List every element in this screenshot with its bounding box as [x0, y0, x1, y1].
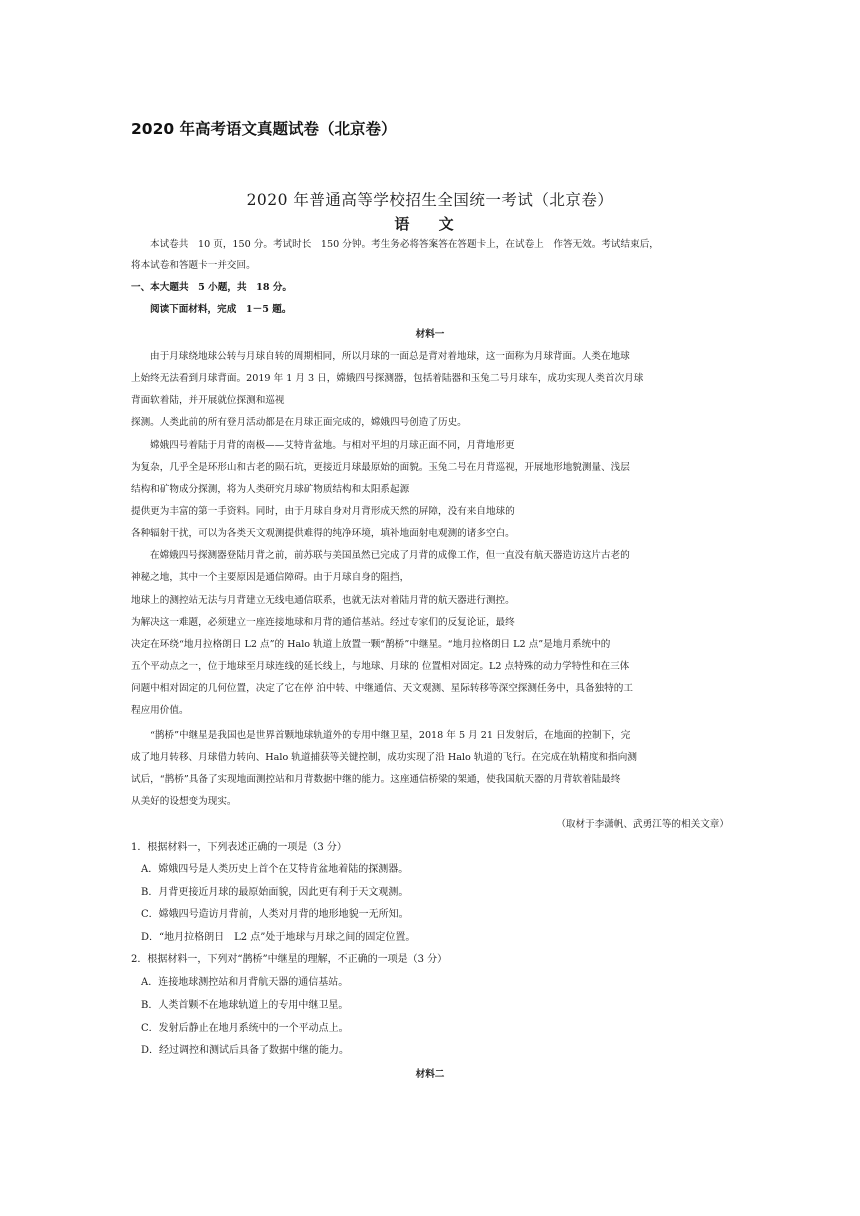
- text-line: 背面软着陆，并开展就位探测和巡视: [131, 395, 285, 406]
- answer-option: A．连接地球测控站和月背航天器的通信基站。: [141, 977, 349, 988]
- text-line: 从美好的设想变为现实。: [131, 796, 237, 807]
- text-line: 阅读下面材料，完成 1－5 题。: [150, 304, 292, 315]
- material-heading: 材料二: [415, 1069, 445, 1080]
- text-line: 成了地月转移、月球借力转向、Halo 轨道捕获等关键控制，成功实现了沿 Halo 轨道的飞行。在完成在轨精度和指向测: [131, 752, 637, 763]
- question-text: 2．根据材料一，下列对“鹊桥”中继星的理解，不正确的一项是（3 分）: [131, 954, 448, 965]
- source-citation: （取材于李潇帆、武勇江等的相关文章）: [556, 819, 729, 830]
- answer-option: D．“地月拉格朗日 L2 点”处于地球与月球之间的固定位置。: [141, 932, 416, 943]
- answer-option: B．月背更接近月球的最原始面貌，因此更有利于天文观测。: [141, 887, 409, 898]
- text-line: 问题中相对固定的几何位置，决定了它在停 泊中转、中继通信、天文观测、星际转移等深空探测任务中，具备独特的工: [131, 683, 633, 694]
- text-line: 程应用价值。: [131, 705, 189, 716]
- text-line: 地球上的测控站无法与月背建立无线电通信联系，也就无法对着陆月背的航天器进行测控。: [131, 595, 515, 606]
- text-line: 结构和矿物成分探测，将为人类研究月球矿物质结构和太阳系起源: [131, 484, 410, 495]
- text-line: 各种辐射干扰，可以为各类天文观测提供难得的纯净环境，填补地面射电观测的诸多空白。: [131, 528, 515, 539]
- text-line: 决定在环绕“地月拉格朗日 L2 点”的 Halo 轨道上放置一颗“鹊桥”中继星。“地月拉格朗日 L2 点”是地月系统中的: [131, 639, 611, 650]
- text-line: 神秘之地，其中一个主要原因是通信障碍。由于月球自身的阻挡，: [131, 572, 410, 583]
- text-line: 探测。人类此前的所有登月活动都是在月球正面完成的，嫦娥四号创造了历史。: [131, 417, 467, 428]
- answer-option: A．嫦娥四号是人类历史上首个在艾特肯盆地着陆的探测器。: [141, 864, 409, 875]
- text-line: 本试卷共 10 页，150 分。考试时长 150 分钟。考生务必将答案答在答题卡上，在试卷上 作答无效。考试结束后，: [150, 239, 659, 250]
- document-title: 2020 年高考语文真题试卷（北京卷）: [131, 120, 397, 138]
- text-line: 上始终无法看到月球背面。2019 年 1 月 3 日，嫦娥四号探测器，包括着陆器和玉兔二号月球车，成功实现人类首次月球: [131, 373, 644, 384]
- text-line: 试后，“鹊桥”具备了实现地面测控站和月背数据中继的能力。这座通信桥梁的架通，使我国航天器的月背软着陆最终: [131, 774, 621, 785]
- text-line: 嫦娥四号着陆于月背的南极——艾特肯盆地。与相对平坦的月球正面不同，月背地形更: [150, 440, 515, 451]
- text-line: 五个平动点之一，位于地球至月球连线的延长线上，与地球、月球的 位置相对固定。L2 点特殊的动力学特性和在三体: [131, 661, 630, 672]
- answer-option: C．嫦娥四号造访月背前，人类对月背的地形地貌一无所知。: [141, 909, 409, 920]
- text-line: 在嫦娥四号探测器登陆月背之前，前苏联与美国虽然已完成了月背的成像工作，但一直没有航天器造访这片古老的: [150, 550, 630, 561]
- subject-heading: 语 文: [394, 215, 466, 233]
- answer-option: C．发射后静止在地月系统中的一个平动点上。: [141, 1023, 349, 1034]
- text-line: 为解决这一难题，必须建立一座连接地球和月背的通信基站。经过专家们的反复论证，最终: [131, 617, 515, 628]
- question-text: 1．根据材料一，下列表述正确的一项是（3 分）: [131, 842, 347, 853]
- answer-option: B．人类首颗不在地球轨道上的专用中继卫星。: [141, 1000, 349, 1011]
- answer-option: D．经过调控和测试后具备了数据中继的能力。: [141, 1045, 350, 1056]
- text-line: 将本试卷和答题卡一并交回。: [131, 260, 256, 271]
- text-line: 为复杂，几乎全是环形山和古老的陨石坑，更接近月球最原始的面貌。玉兔二号在月背巡视，开展地形地貌测量、浅层: [131, 462, 630, 473]
- text-line: 一、本大题共 5 小题，共 18 分。: [131, 282, 293, 293]
- text-line: 由于月球绕地球公转与月球自转的周期相同，所以月球的一面总是背对着地球，这一面称为月球背面。人类在地球: [150, 351, 630, 362]
- text-line: “鹊桥”中继星是我国也是世界首颗地球轨道外的专用中继卫星，2018 年 5 月 21 日发射后，在地面的控制下，完: [150, 730, 631, 741]
- exam-title: 2020 年普通高等学校招生全国统一考试（北京卷）: [246, 191, 614, 209]
- text-line: 提供更为丰富的第一手资料。同时，由于月球自身对月背形成天然的屏障，没有来自地球的: [131, 506, 515, 517]
- material-heading: 材料一: [415, 329, 445, 340]
